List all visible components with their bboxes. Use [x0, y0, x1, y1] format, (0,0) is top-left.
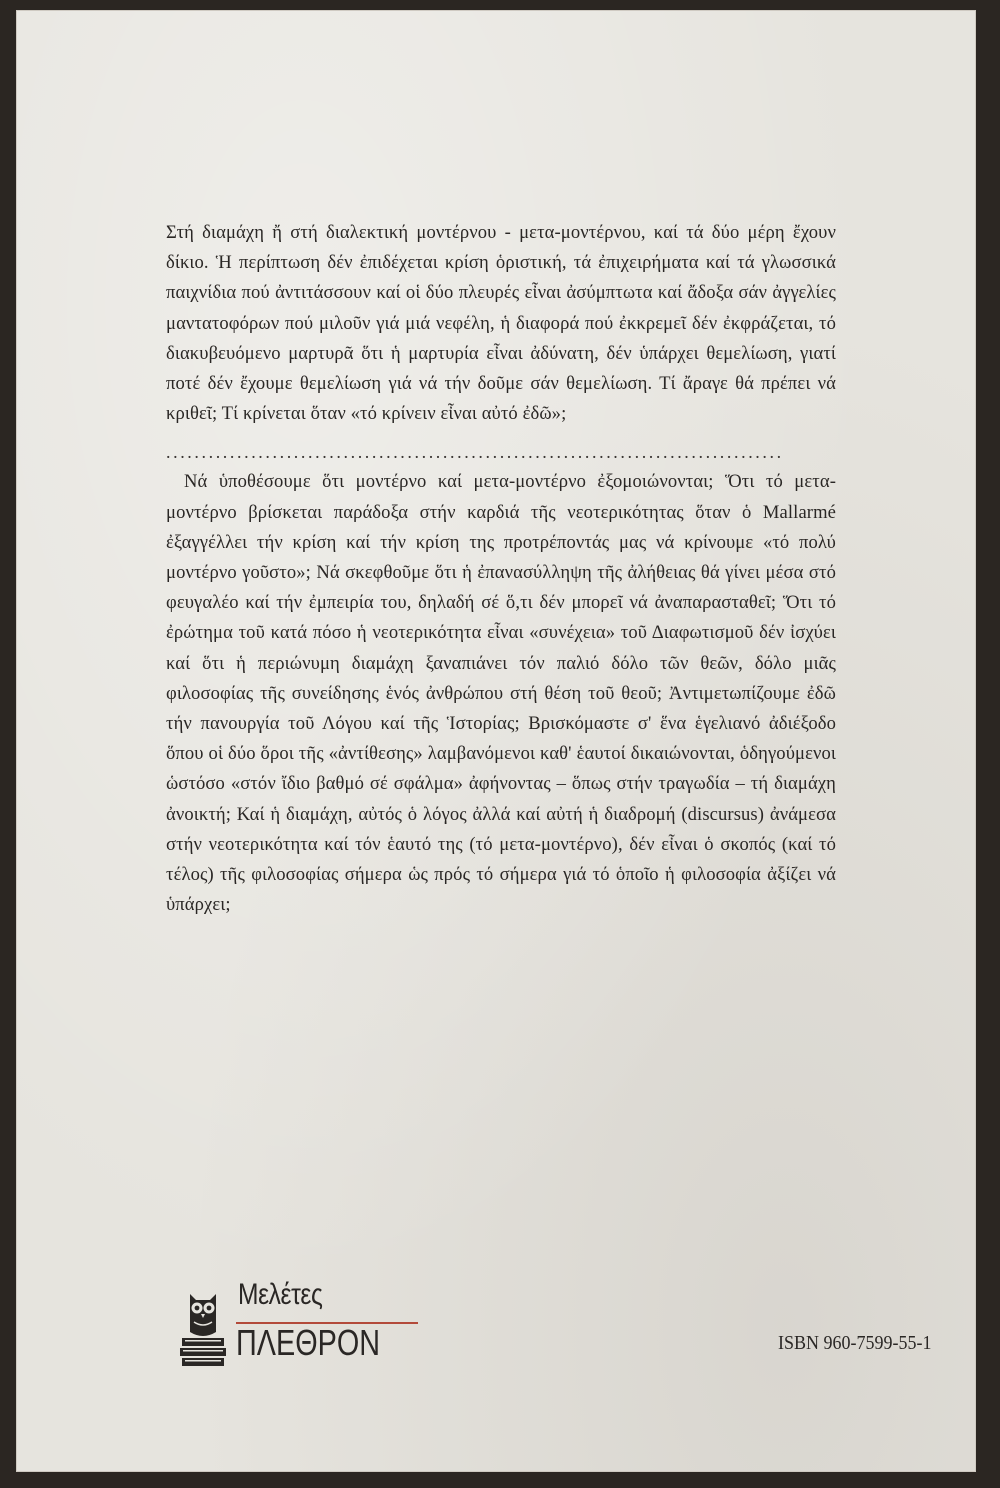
book-back-cover [16, 10, 976, 1472]
series-name: Μελέτες [238, 1278, 323, 1311]
dotted-separator: ....................................................................................... [166, 442, 784, 463]
blurb-paragraph-1: Στή διαμάχη ἤ στή διαλεκτική μοντέρνου - μετα-μοντέρνου, καί τά δύο μέρη ἔχουν δίκιο. Ἡ περίπτωση δέν ἐπιδέχεται κρίση ὁριστική, τά ἐπιχειρήματα καί τά γλωσσικά παιχνίδια πού ἀντιτάσσουν καί οἱ δύο πλευρές εἶναι ἀσύμπτωτα καί ἄδοξα σάν ἀγγελίες μαντατοφόρων πού μιλοῦν γιά μιά νεφέλη, ἡ διαφορά πού ἐκκρεμεῖ δέν ἐκφράζεται, τό διακυβευόμενο μαρτυρᾶ ὅτι ἡ μαρτυρία εἶναι ἀδύνατη, δέν ὑπάρχει θεμελίωση, γιατί ποτέ δέν ἔχουμε θεμελίωση γιά νά τήν δοῦμε σάν θεμελίωση. Τί ἄραγε θά πρέπει νά κριθεῖ; Τί κρίνεται ὅταν «τό κρίνειν εἶναι αὐτό ἐδῶ»; [166, 222, 836, 425]
blurb-paragraph-2: Νά ὑποθέσουμε ὅτι μοντέρνο καί μετα-μοντέρνο ἐξομοιώνονται; Ὅτι τό μετα-μοντέρνο βρίσκεται παράδοξα στήν καρδιά τῆς νεοτερικότητας ὅταν ὁ Mallarmé ἐξαγγέλλει τήν κρίση καί τήν κρίση της προτρέποντάς μας νά κρίνουμε «τό πολύ μοντέρνο γοῦστο»; Νά σκεφθοῦμε ὅτι ἡ ἐπανασύλληψη τῆς ἀλήθειας θά γίνει μέσα στό φευγαλέο καί τήν ἐμπειρία του, δηλαδή σέ ὅ,τι δέν μπορεῖ νά ἀναπαρασταθεῖ; Ὅτι τό ἐρώτημα τοῦ κατά πόσο ἡ νεοτερικότητα εἶναι «συνέχεια» τοῦ Διαφωτισμοῦ δέν ἰσχύει καί ὅτι ἡ περιώνυμη διαμάχη ξαναπιάνει τόν παλιό δόλο τῶν θεῶν, δόλο μιᾶς φιλοσοφίας τῆς συνείδησης ἑνός ἀνθρώπου στή θέση τοῦ θεοῦ; Ἀντιμετωπίζουμε ἐδῶ τήν πανουργία τοῦ Λόγου καί τῆς Ἱστορίας; Βρισκόμαστε σ' ἕνα ἑγελιανό ἀδιέξοδο ὅπου οἱ δύο ὅροι τῆς «ἀντίθεσης» λαμβανόμενοι καθ' ἑαυτοί δικαιώνονται, ὁδηγούμενοι ὡστόσο «στόν ἴδιο βαθμό σέ σφάλμα» ἀφήνοντας – ὅπως στήν τραγωδία – τή διαμάχη ἀνοικτή; Καί ἡ διαμάχη, αὐτός ὁ λόγος ἀλλά καί αὐτή ἡ διαδρομή (discursus) ἀνάμεσα στήν νεοτερικότητα καί τόν ἑαυτό της (τό μετα-μοντέρνο), δέν εἶναι ὁ σκοπός (καί τό τέλος) τῆς φιλοσοφίας σήμερα ὡς πρός τό σήμερα γιά τό ὁποῖο ἡ φιλοσοφία ἀξίζει νά ὑπάρχει; [166, 471, 836, 916]
owl-on-books-icon [178, 1288, 228, 1368]
isbn: ISBN 960-7599-55-1 [778, 1332, 932, 1354]
blurb-text [166, 218, 836, 920]
publisher-logo [178, 1276, 438, 1386]
publisher-name: ΠΛΕΘΡΟΝ [236, 1322, 381, 1363]
